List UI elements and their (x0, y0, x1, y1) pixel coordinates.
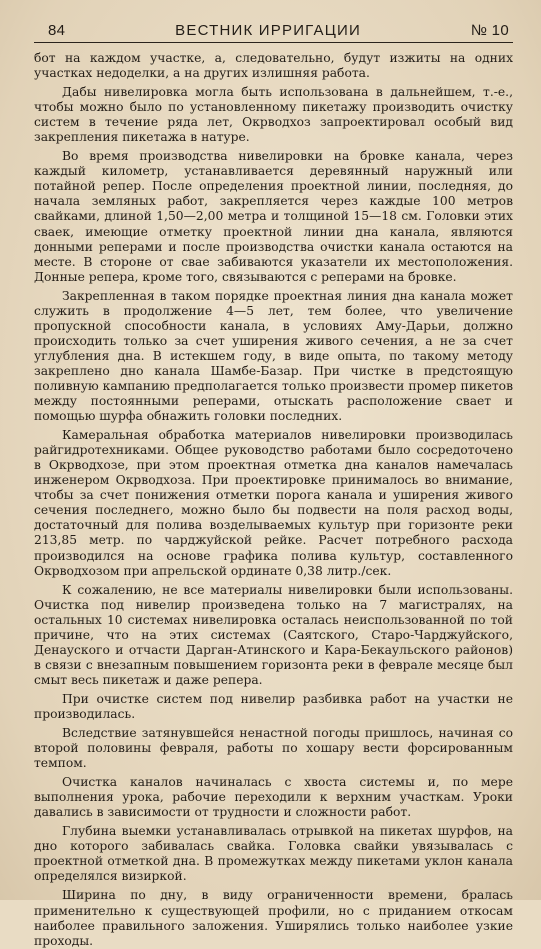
issue-number: № 10 (470, 22, 509, 39)
paragraph-design-line: Закрепленная в таком порядке проектная линия дна канала может служить в продолжение 4—5 лет, тем более, что увеличение пропускной способности канала, в условиях Аму-Дарьи, должно происходить только за счет уширения живого сечения, а не за счет углубления дна. В истекшем году, в виде опыта, по такому методу закреплено дно канала Шамбе-Базар. При чистке в предстоящую поливную кампанию предполагается только произвести промер пикетов между постоянными реперами, отыскать расположение свает и помощью шурфа обнажить головки последних. (34, 288, 513, 424)
paragraph-continuation: бот на каждом участке, а, следовательно, будут изжиты на одних участках недоделки, а на других излишняя работа. (34, 51, 513, 81)
page-number: 84 (48, 22, 66, 39)
paragraph-no-division: При очистке систем под нивелир разбивка работ на участки не производилась. (34, 691, 513, 721)
paragraph-benchmarks: Во время производства нивелировки на бровке канала, через каждый километр, устанавливается деревянный наружный или потайной репер. После определения проектной линии, последняя, до начала земляных работ, закрепляется через каждые 100 метров свайками, длиной 1,50—2,00 метра и толщиной 15—18 см. Головки этих сваек, имеющие отметку проектной линии дна канала, являются донными реперами и после производства очистки канала остаются на месте. В стороне от свае забиваются указатели их местоположения. Донные репера, кроме того, связываются с реперами на бровке. (34, 149, 513, 284)
paragraph-leveling-use: Дабы нивелировка могла быть использована в дальнейшем, т.-е., чтобы можно было по установленному пикетажу производить очистку систем в течение ряда лет, Окрводхоз запроектировал особый вид закрепления пикетажа в натуре. (34, 85, 513, 145)
paragraph-depth: Глубина выемки устанавливалась отрывкой на пикетах шурфов, на дно которого забивалась свайка. Головка свайки увязывалась с проектной отметкой дна. В промежутках между пикетами уклон канала определялся визиркой. (34, 824, 513, 884)
article-body (34, 51, 513, 949)
paragraph-cleaning-order: Очистка каналов начиналась с хвоста системы и, по мере выполнения урока, рабочие переходили к верхним участкам. Уроки давались в зависимости от трудности и сложности работ. (34, 775, 513, 820)
running-header (34, 22, 513, 43)
paragraph-unused-materials: К сожалению, не все материалы нивелировки были использованы. Очистка под нивелир произведена только на 7 магистралях, на остальных 10 системах нивелировка осталась неиспользованной по той причине, что на этих системах (Саятского, Старо-Чарджуйского, Денауского и отчасти Дарган-Атинского и Кара-Бекаульского районов) в связи с внезапным повышением горизонта реки в феврале месяце был смыт весь пикетаж и даже репера. (34, 582, 513, 687)
paragraph-width: Ширина по дну, в виду ограниченности времени, бралась применительно к существующей профили, но с приданием откосам наиболее правильного заложения. Уширялись только наиболее узкие проходы. (34, 888, 513, 948)
paragraph-office-processing: Камеральная обработка материалов нивелировки производилась райгидротехниками. Общее руководство работами было сосредоточено в Окрводхозе, при этом проектная отметка дна каналов намечалась инженером Окрводхоза. При проектировке принималось во внимание, чтобы за счет понижения отметки порога канала и уширения живого сечения последнего, можно было бы подвести на поля расход воды, достаточный для полива возделываемых культур при горизонте реки 213,85 метр. по чарджуйской рейке. Расчет потребного расхода производился на основе графика полива культур, составленного Окрводхозом при апрельской ординате 0,38 литр./сек. (34, 428, 513, 578)
journal-title: ВЕСТНИК ИРРИГАЦИИ (175, 22, 361, 39)
paragraph-weather: Вследствие затянувшейся ненастной погоды пришлось, начиная со второй половины февраля, работы по хошару вести форсированным темпом. (34, 726, 513, 771)
